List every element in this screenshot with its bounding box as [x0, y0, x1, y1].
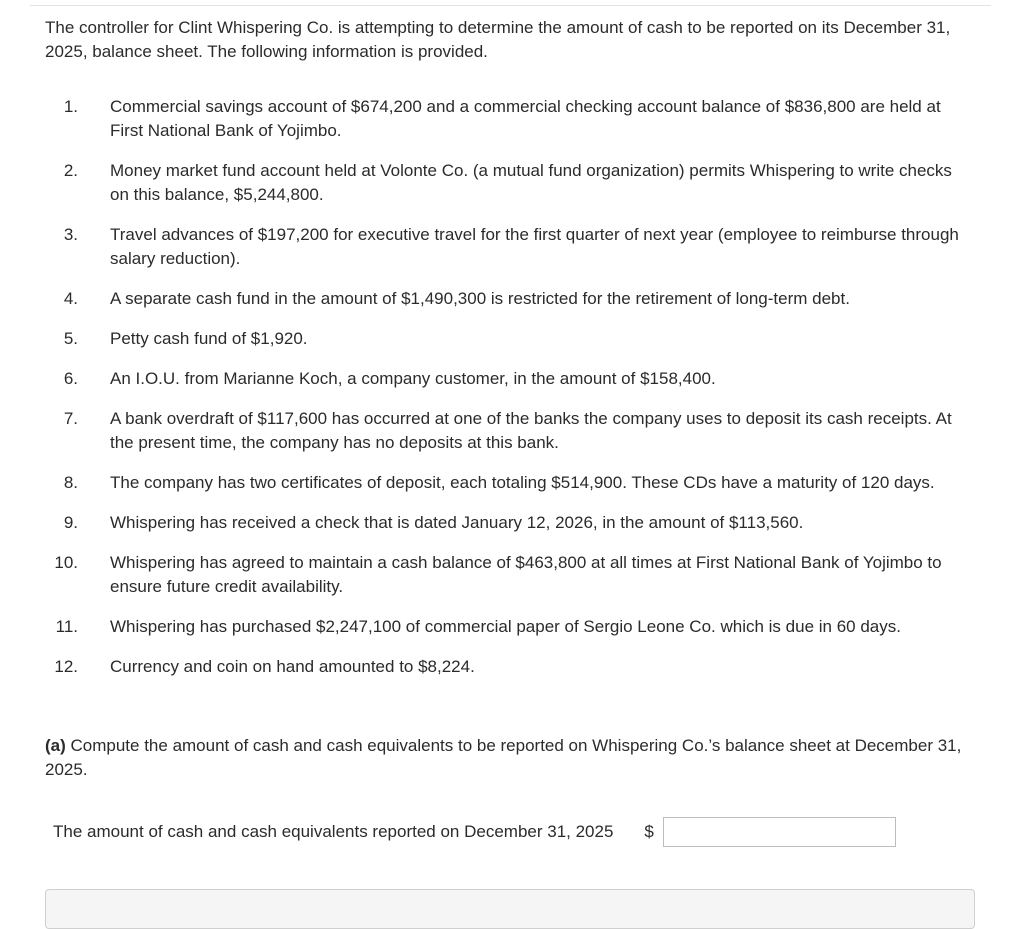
item-text: Whispering has agreed to maintain a cash balance of $463,800 at all times at First National Bank of Yojimbo to ensure future credit availability. [110, 553, 942, 596]
answer-label: The amount of cash and cash equivalents reported on December 31, 2025 [53, 822, 614, 841]
item-text: A separate cash fund in the amount of $1,490,300 is restricted for the retirement of long-term debt. [110, 289, 850, 308]
item-number: 6. [63, 369, 78, 388]
item-number: 10. [54, 553, 78, 572]
item-number: 4. [63, 289, 78, 308]
list-item [30, 471, 991, 495]
list-item [30, 551, 991, 599]
question-prompt [45, 734, 975, 782]
item-number: 1. [63, 97, 78, 116]
information-list [30, 95, 991, 695]
list-item [30, 95, 991, 143]
item-text: Petty cash fund of $1,920. [110, 329, 308, 348]
question-text: Compute the amount of cash and cash equivalents to be reported on Whispering Co.’s balance sheet at December 31, 2025. [45, 736, 962, 779]
item-text: Whispering has purchased $2,247,100 of commercial paper of Sergio Leone Co. which is due in 60 days. [110, 617, 901, 636]
item-number: 7. [63, 409, 78, 428]
list-item [30, 511, 991, 535]
list-item [30, 407, 991, 455]
question-part-label: (a) [45, 736, 66, 755]
item-text: Whispering has received a check that is dated January 12, 2026, in the amount of $113,560. [110, 513, 804, 532]
list-item [30, 159, 991, 207]
item-text: An I.O.U. from Marianne Koch, a company customer, in the amount of $158,400. [110, 369, 716, 388]
list-item [30, 223, 991, 271]
problem-intro: The controller for Clint Whispering Co. is attempting to determine the amount of cash to be reported on its December 31, 2025, balance sheet. The following information is provided. [45, 18, 951, 61]
item-number: 2. [63, 161, 78, 180]
item-number: 12. [54, 657, 78, 676]
currency-symbol: $ [644, 822, 654, 841]
item-text: Money market fund account held at Volonte Co. (a mutual fund organization) permits Whispering to write checks on this balance, $5,244,800. [110, 161, 952, 204]
item-number: 8. [63, 473, 78, 492]
item-number: 5. [63, 329, 78, 348]
item-number: 3. [63, 225, 78, 244]
answer-row [53, 816, 896, 848]
next-part-panel [45, 889, 975, 929]
list-item [30, 615, 991, 639]
item-text: Travel advances of $197,200 for executive travel for the first quarter of next year (employee to reimburse through salary reduction). [110, 225, 959, 268]
list-item [30, 287, 991, 311]
item-text: A bank overdraft of $117,600 has occurred at one of the banks the company uses to deposit its cash receipts. At the present time, the company has no deposits at this bank. [110, 409, 952, 452]
item-number: 11. [55, 617, 78, 636]
item-number: 9. [63, 513, 78, 532]
top-divider [30, 5, 991, 6]
item-text: Currency and coin on hand amounted to $8,224. [110, 657, 475, 676]
problem-page [30, 0, 991, 901]
item-text: Commercial savings account of $674,200 and a commercial checking account balance of $836,800 are held at First National Bank of Yojimbo. [110, 97, 941, 140]
cash-equivalents-input[interactable] [663, 817, 896, 847]
list-item [30, 367, 991, 391]
list-item [30, 655, 991, 679]
item-text: The company has two certificates of deposit, each totaling $514,900. These CDs have a maturity of 120 days. [110, 473, 935, 492]
list-item [30, 327, 991, 351]
